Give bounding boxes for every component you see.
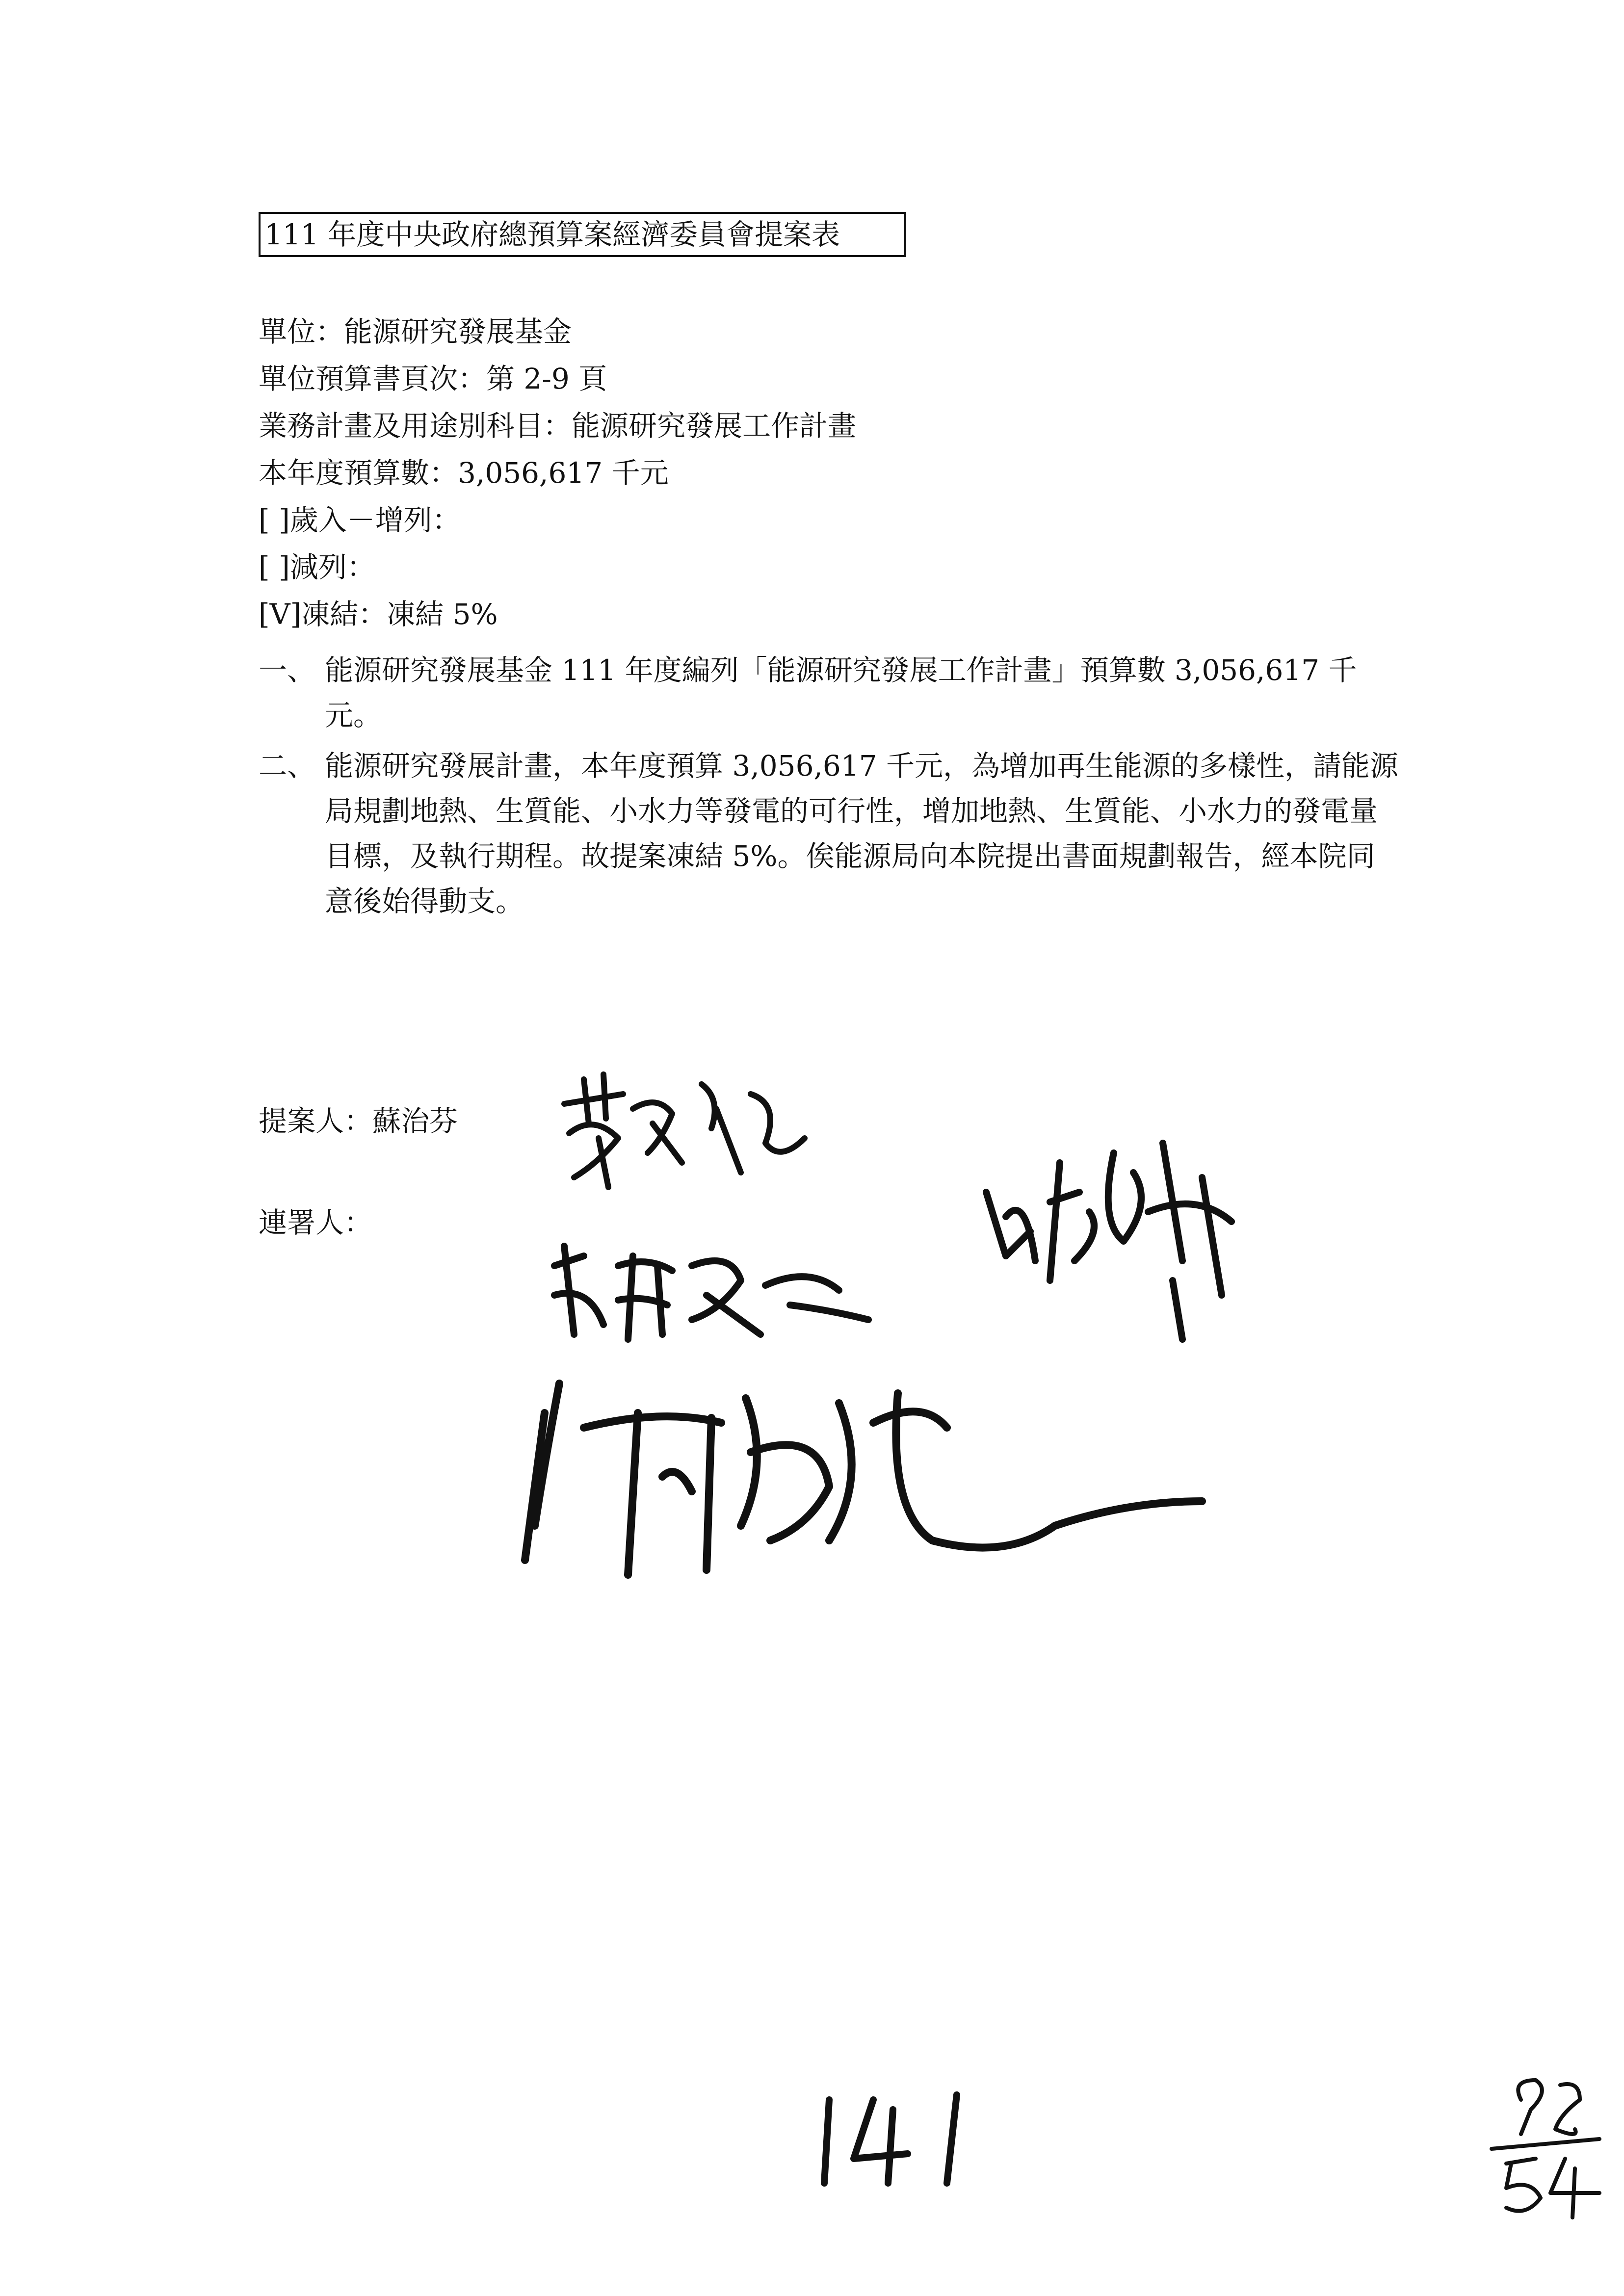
page-title: 111 年度中央政府總預算案經濟委員會提案表 (259, 212, 906, 257)
item-2-number: 二、 (259, 749, 316, 783)
signature-cosigner-3 (515, 1364, 1207, 1594)
field-budget-page: 單位預算書頁次：第 2-9 頁 (259, 362, 607, 395)
cosigner-label: 連署人： (259, 1206, 373, 1239)
item-2-text: 能源研究發展計畫，本年度預算 3,056,617 千元，為增加再生能源的多樣性，請能源局規劃地熱、生質能、小水力等發電的可行性，增加地熱、生質能、小水力的發電量目標，及執行期程。故提案凍結 5%。俟能源局向本院提出書面規劃報告，經本院同意後始得動支。 (325, 749, 1399, 918)
signature-cosigner-1 (976, 1133, 1251, 1349)
corner-number-handwritten (1492, 2070, 1609, 2222)
field-unit: 單位：能源研究發展基金 (259, 315, 572, 348)
signature-cosigner-2 (545, 1236, 878, 1349)
item-2 (259, 743, 1402, 924)
signature-proposer (554, 1065, 810, 1192)
item-1-number: 一、 (259, 653, 316, 687)
field-reduction: [ ]減列： (259, 550, 375, 584)
page-number-handwritten (810, 2090, 996, 2188)
field-budget-amount: 本年度預算數：3,056,617 千元 (259, 456, 669, 490)
field-revenue-increase: [ ]歲入－增列： (259, 503, 461, 537)
item-1-text: 能源研究發展基金 111 年度編列「能源研究發展工作計畫」預算數 3,056,617 千元。 (325, 653, 1357, 732)
proposer-label: 提案人：蘇治芬 (259, 1104, 458, 1138)
item-1 (259, 648, 1402, 738)
field-plan: 業務計畫及用途別科目：能源研究發展工作計畫 (259, 409, 857, 443)
field-freeze: [V]凍結：凍結 5% (259, 598, 498, 631)
